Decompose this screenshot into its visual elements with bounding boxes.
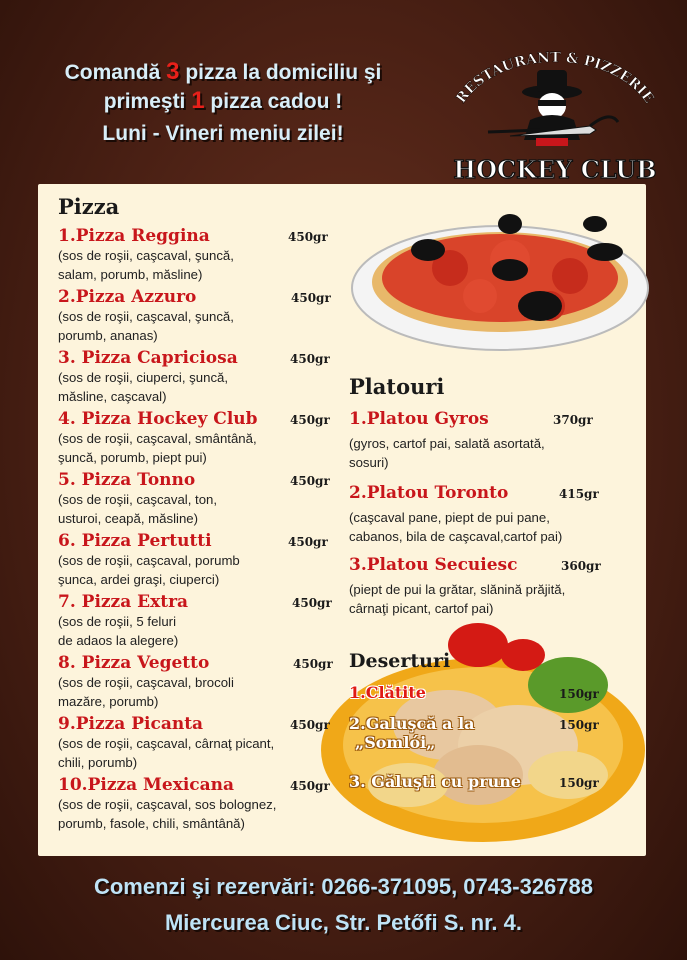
item-desc: usturoi, ceapă, măsline) <box>58 511 199 526</box>
item-desc: (sos de roşii, caşcaval, şuncă, <box>58 309 234 324</box>
item-desc: cabanos, bila de caşcaval,cartof pai) <box>349 529 563 544</box>
item-name: 3. Găluşti cu prune <box>349 772 522 791</box>
item-desc: şunca, ardei graşi, ciuperci) <box>58 572 220 587</box>
item-desc: (sos de roşii, caşcaval, smântână, <box>58 431 257 446</box>
pizza-photo <box>350 210 650 355</box>
item-name: 9.Pizza Picanta <box>58 714 204 734</box>
promo-banner <box>28 58 418 152</box>
menu-item <box>58 714 330 772</box>
item-desc: cârnaţi picant, cartof pai) <box>349 601 494 616</box>
item-name: 1.Clătite <box>349 683 426 702</box>
item-desc: porumb, fasole, chili, smântână) <box>58 816 245 831</box>
item-desc: (sos de roşii, caşcaval, şuncă, <box>58 248 234 263</box>
item-desc: (sos de roşii, 5 feluri <box>58 614 176 629</box>
item-desc: (sos de roşii, ciuperci, şuncă, <box>58 370 229 385</box>
footer-address: Miercurea Ciuc, Str. Petőfi S. nr. 4. <box>164 910 522 935</box>
item-desc: (gyros, cartof pai, salată asortată, <box>349 436 545 451</box>
menu-item <box>58 409 330 467</box>
item-weight: 450gr <box>291 291 331 305</box>
item-weight: 370gr <box>553 413 593 427</box>
item-desc: de adaos la alegere) <box>58 633 179 648</box>
logo-arc-text: RESTAURANT & PIZZERIE <box>453 49 657 107</box>
item-name: 2.Platou Toronto <box>349 483 509 503</box>
menu-item <box>58 653 333 711</box>
item-weight: 150gr <box>559 687 599 701</box>
item-name: 2.Pizza Azzuro <box>58 287 197 307</box>
item-name: 1.Pizza Reggina <box>58 226 210 246</box>
item-desc: mazăre, porumb) <box>58 694 159 709</box>
menu-item <box>349 714 599 752</box>
menu-item <box>349 555 601 618</box>
item-desc: (sos de roşii, caşcaval, porumb <box>58 553 240 568</box>
item-name: 6. Pizza Pertutti <box>58 531 212 551</box>
menu-item <box>58 592 332 650</box>
menu-item <box>58 348 330 406</box>
item-name: 2.Galuşcă a la <box>349 714 475 733</box>
item-weight: 450gr <box>290 718 330 732</box>
restaurant-logo <box>440 40 670 190</box>
promo-line-3: Luni - Vineri meniu zilei! <box>102 122 344 145</box>
promo-highlight-number: 1 <box>191 87 205 114</box>
item-name: 10.Pizza Mexicana <box>58 775 235 795</box>
item-desc: şuncă, porumb, piept pui) <box>58 450 207 465</box>
item-weight: 150gr <box>559 718 599 732</box>
item-desc: (sos de roşii, caşcaval, sos bolognez, <box>58 797 277 812</box>
section-title-deserturi: Deserturi <box>349 650 451 672</box>
section-title-platouri: Platouri <box>349 374 445 399</box>
menu-item <box>58 531 328 589</box>
item-weight: 360gr <box>561 559 601 573</box>
item-desc: (sos de roşii, caşcaval, cârnaţ picant, <box>58 736 275 751</box>
menu-item <box>58 226 328 284</box>
item-name: 7. Pizza Extra <box>58 592 189 612</box>
item-weight: 450gr <box>292 596 332 610</box>
item-name: 3.Platou Secuiesc <box>349 555 518 575</box>
item-weight: 450gr <box>288 230 328 244</box>
logo-name: HOCKEY CLUB <box>453 155 657 184</box>
item-name: 3. Pizza Capriciosa <box>58 348 238 368</box>
item-desc: (caşcaval pane, piept de pui pane, <box>349 510 550 525</box>
menu-item <box>58 775 330 833</box>
item-weight: 450gr <box>290 352 330 366</box>
promo-line-1: Comandă 3 pizza la domiciliu şi <box>64 58 382 85</box>
item-weight: 450gr <box>290 474 330 488</box>
menu-item <box>349 409 593 472</box>
hockey-player-mascot-icon <box>440 40 670 190</box>
section-title-pizza: Pizza <box>58 194 120 219</box>
menu-item <box>58 287 331 345</box>
item-weight: 450gr <box>290 779 330 793</box>
item-desc: sosuri) <box>349 455 389 470</box>
footer-contact: Comenzi şi rezervări: 0266-371095, 0743-326788 <box>93 874 593 899</box>
item-desc: (sos de roşii, caşcaval, brocoli <box>58 675 234 690</box>
item-desc: (piept de pui la grătar, slănină prăjită, <box>349 582 566 597</box>
item-weight: 450gr <box>288 535 328 549</box>
promo-line-2: primeşti 1 pizza cadou ! <box>103 87 343 114</box>
item-name: „Somlói„ <box>355 733 436 752</box>
item-desc: salam, porumb, măsline) <box>58 267 203 282</box>
item-desc: (sos de roşii, caşcaval, ton, <box>58 492 218 507</box>
menu-item <box>349 483 599 546</box>
item-name: 4. Pizza Hockey Club <box>58 409 258 429</box>
item-weight: 150gr <box>559 776 599 790</box>
menu-item <box>349 683 599 702</box>
item-name: 5. Pizza Tonno <box>58 470 196 490</box>
item-weight: 450gr <box>293 657 333 671</box>
menu-item <box>58 470 330 528</box>
item-weight: 450gr <box>290 413 330 427</box>
item-name: 1.Platou Gyros <box>349 409 489 429</box>
item-desc: chili, porumb) <box>58 755 138 770</box>
item-name: 8. Pizza Vegetto <box>58 653 210 673</box>
item-desc: măsline, caşcaval) <box>58 389 167 404</box>
promo-highlight-number: 3 <box>166 58 180 85</box>
item-weight: 415gr <box>559 487 599 501</box>
menu-item <box>349 772 599 791</box>
item-desc: porumb, ananas) <box>58 328 158 343</box>
